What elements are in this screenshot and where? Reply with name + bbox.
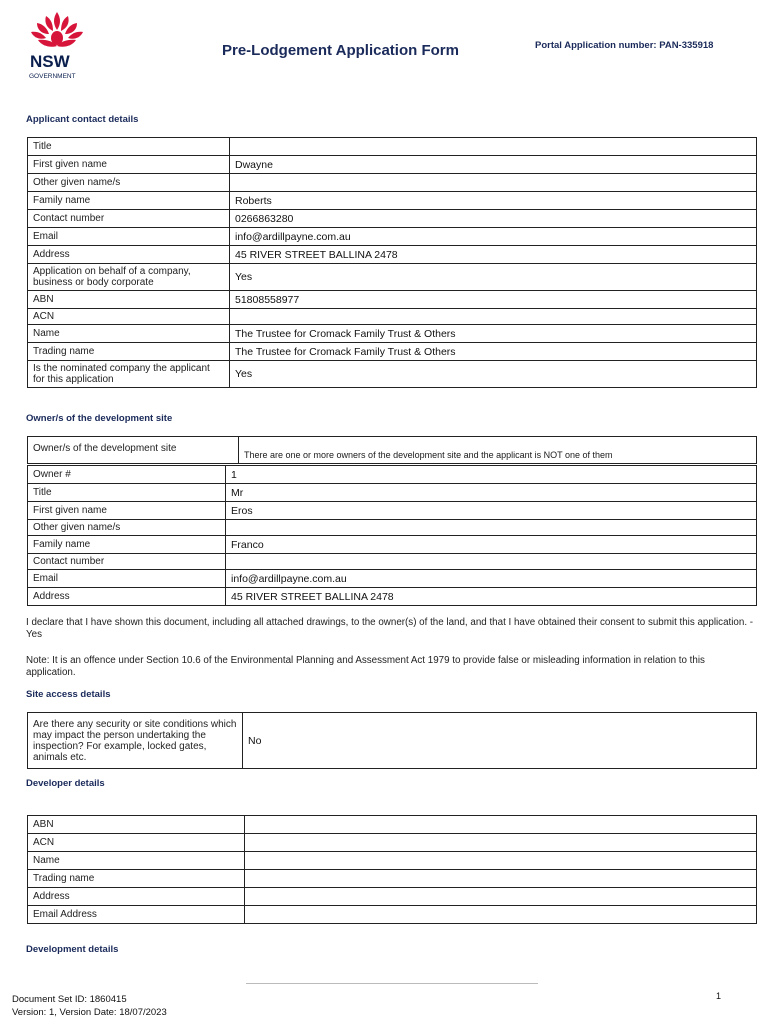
section-heading-site-access: Site access details [26,689,111,700]
field-label: Email [28,570,226,588]
field-label: Contact number [28,210,230,228]
field-label: Family name [28,192,230,210]
table-row [28,870,757,888]
footer-divider [246,983,538,984]
field-value: 45 RIVER STREET BALLINA 2478 [230,246,757,264]
table-row [28,466,757,484]
field-value [230,138,757,156]
field-label: Title [28,138,230,156]
logo-text-nsw: NSW [30,52,70,71]
table-row [28,228,757,246]
field-value [226,520,757,536]
logo-text-government: GOVERNMENT [29,73,76,80]
field-value: Dwayne [230,156,757,174]
field-value: Franco [226,536,757,554]
table-row [28,536,757,554]
nsw-government-logo [24,10,90,86]
applicant-table [27,137,757,388]
field-label: Name [28,852,245,870]
table-row [28,554,757,570]
portal-application-number: Portal Application number: PAN-335918 [535,40,714,51]
table-row [28,264,757,291]
field-label: Family name [28,536,226,554]
table-row [28,713,757,769]
field-label: ABN [28,291,230,309]
field-value: 45 RIVER STREET BALLINA 2478 [226,588,757,606]
table-row [28,192,757,210]
field-value [245,852,757,870]
section-heading-applicant: Applicant contact details [26,114,139,125]
field-label: Other given name/s [28,520,226,536]
version-info: Version: 1, Version Date: 18/07/2023 [12,1007,167,1018]
table-row [28,502,757,520]
table-row [28,852,757,870]
field-value: Yes [230,361,757,388]
field-label: Address [28,246,230,264]
field-value [245,816,757,834]
site-access-table [27,712,757,769]
table-row [28,906,757,924]
field-label: Is the nominated company the applicant for this application [28,361,230,388]
page-title: Pre-Lodgement Application Form [222,42,459,59]
owners-summary-table [27,436,757,464]
table-row [28,588,757,606]
offence-note: Note: It is an offence under Section 10.6 of the Environmental Planning and Assessment Act 1979 to provide false or misleading information in relation to this application. [26,655,705,678]
field-value [230,309,757,325]
field-label: Application on behalf of a company, business or body corporate [28,264,230,291]
table-row [28,888,757,906]
field-label: First given name [28,502,226,520]
table-row [28,484,757,502]
field-label: Address [28,588,226,606]
field-label: Owner # [28,466,226,484]
section-heading-owners: Owner/s of the development site [26,413,173,424]
table-row [28,325,757,343]
field-value: Yes [230,264,757,291]
field-value [245,870,757,888]
field-value: 1 [226,466,757,484]
declaration-text: I declare that I have shown this document, including all attached drawings, to the owner(s) of the land, and that I have obtained their consent to submit this application. - Yes [26,617,754,640]
table-row [28,437,757,464]
field-value [245,906,757,924]
table-row [28,210,757,228]
field-value: The Trustee for Cromack Family Trust & Others [230,325,757,343]
developer-table [27,815,757,924]
owners-table [27,465,757,606]
field-label: Trading name [28,343,230,361]
field-label: ACN [28,834,245,852]
field-label: Email [28,228,230,246]
site-access-label: Are there any security or site conditions which may impact the person undertaking the inspection? For example, locked gates, animals etc. [28,713,243,769]
table-row [28,361,757,388]
field-label: Title [28,484,226,502]
section-heading-developer: Developer details [26,778,105,789]
table-row [28,834,757,852]
owners-summary-value: There are one or more owners of the development site and the applicant is NOT one of them [239,437,757,464]
table-row [28,570,757,588]
field-value: The Trustee for Cromack Family Trust & Others [230,343,757,361]
field-value [230,174,757,192]
field-value: info@ardillpayne.com.au [230,228,757,246]
field-value [245,888,757,906]
section-heading-development: Development details [26,944,119,955]
table-row [28,246,757,264]
field-label: First given name [28,156,230,174]
field-value: 0266863280 [230,210,757,228]
field-label: Address [28,888,245,906]
field-label: Other given name/s [28,174,230,192]
table-row [28,291,757,309]
table-row [28,816,757,834]
table-row [28,343,757,361]
field-value [245,834,757,852]
owners-summary-label: Owner/s of the development site [28,437,239,464]
field-label: Trading name [28,870,245,888]
field-label: Contact number [28,554,226,570]
field-value: Mr [226,484,757,502]
page-number: 1 [716,991,722,1001]
field-label: ACN [28,309,230,325]
field-label: Email Address [28,906,245,924]
field-value: 51808558977 [230,291,757,309]
field-value: Eros [226,502,757,520]
document-set-id: Document Set ID: 1860415 [12,994,127,1005]
field-value [226,554,757,570]
field-value: info@ardillpayne.com.au [226,570,757,588]
table-row [28,520,757,536]
field-label: Name [28,325,230,343]
field-value: Roberts [230,192,757,210]
table-row [28,156,757,174]
site-access-value: No [243,713,757,769]
table-row [28,138,757,156]
field-label: ABN [28,816,245,834]
table-row [28,174,757,192]
table-row [28,309,757,325]
